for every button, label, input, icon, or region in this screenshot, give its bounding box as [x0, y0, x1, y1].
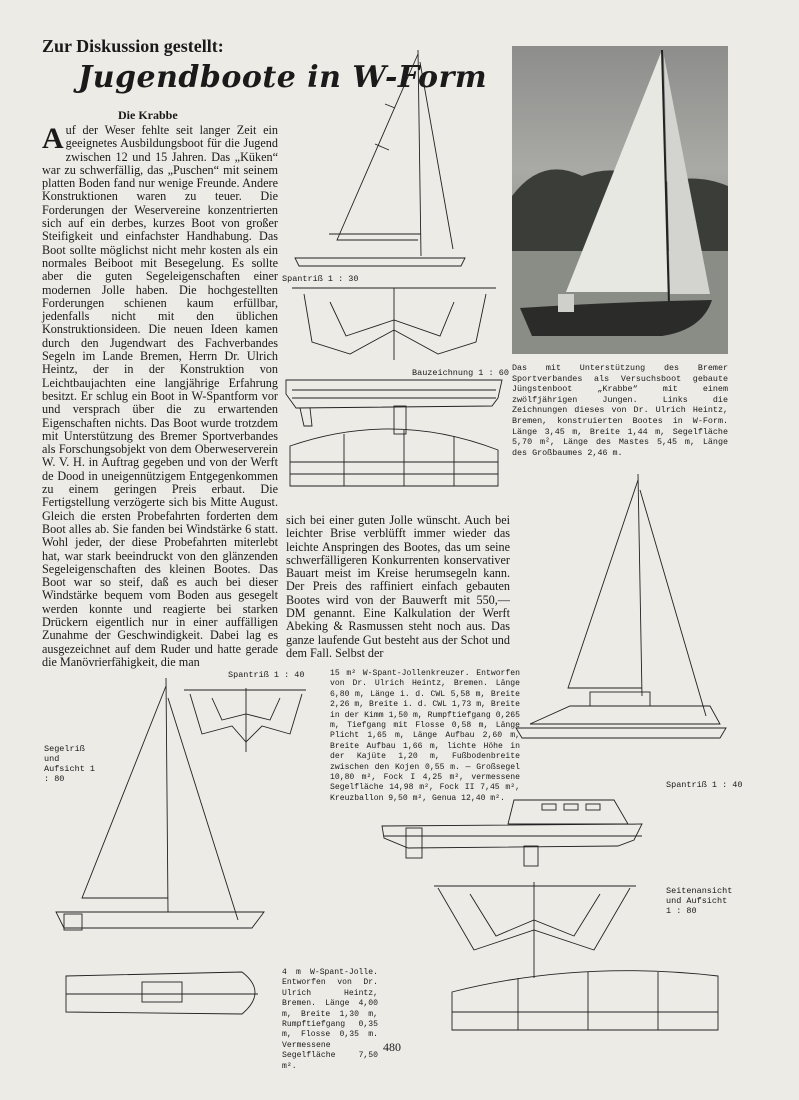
- kicker: Zur Diskussion gestellt:: [42, 36, 224, 56]
- sail-plan-drawing: [42, 676, 272, 946]
- hull-section-drawing: [290, 284, 500, 364]
- sail-plan-drawing: [510, 466, 740, 756]
- subhead: Die Krabbe: [118, 108, 178, 122]
- construction-drawing: [378, 778, 648, 866]
- plan-view-drawing: [448, 966, 728, 1036]
- jolle-caption: 4 m W-Spant-Jolle. Entworfen von Dr. Ulrich Heintz, Bremen. Länge 4,00 m, Breite 1,30 m, Rumpftiefgang 0,35 m, Flosse 0,35 m. Vermessene Segelfläche 7,50 m².: [282, 968, 378, 1071]
- drop-cap: A: [42, 122, 64, 155]
- article-text-1: uf der Weser fehlte seit langer Zeit ein geeignetes Ausbildungsboot für die Jugend zwischen 12 und 15 Jahren. Das „Küken“ war zu schwerfällig, das „Puschen“ mit seinem platten Boden fand nur wenige Freunde. Andere Konstruktionen waren zu teuer. Die Forderungen der Weservereine konzentrierten sich auf ein derbes, kurzes Boot von großer Steifigkeit und einfachster Handhabung. Das Boot sollte möglichst nicht mehr kosten als ein normales Beiboot mit Besegelung. Es sollte aber die guten Segeleigenschaften einer modernen Jolle haben. Die hochgestellten Forderungen schienen kaum erfüllbar, jedenfalls nicht mit den üblichen Konstruktionsideen. Die neuen Ideen kamen durch den Jugendwart des Fachverbandes Segeln im Lande Bremen, Herrn Dr. Ulrich Heintz, der in der Konstruktion von Leichtbaujachten eine langjährige Erfahrung besitzt. Er schlug ein Boot in W-Spantform vor und versprach über die zu erwartenden Eigenschaften nichts. Das Boot wurde trotzdem mit Unterstützung des Bremer Sportverbandes als Forschungsobjekt von dem Oberweserverein W. V. H. in Auftrag gegeben und von der Werft de Dood in uneigennützigem Entgegenkommen zu einem geringen Preis erbaut. Die Fertigstellung verzögerte sich bis Mitte August. Gleich die ersten Probefahrten forderten dem Boot alles ab. Sie fanden bei Windstärke 6 statt. Wohl jeder, der diese Probefahrten miterlebt hat, war stark beeindruckt von den glänzenden Segeleigenschaften des kleinen Bootes. Das Boot war so steif, daß es auch bei dieser Windstärke bequem vom Boden aus gesegelt werden konnte und reagierte bei starken Drückern eigentlich nur in einer auffälligen Zunahme der Geschwindigkeit. Dabei lag es ausgezeichnet auf dem Ruder und hatte gerade die Manövrierfähigkeit, die man: [42, 123, 278, 669]
- label-spantriss-30: Spantriß 1 : 30: [282, 274, 359, 284]
- headline: Jugendboote in W-Form: [78, 60, 488, 95]
- label-spantriss-40-left: Spantriß 1 : 40: [228, 670, 305, 680]
- label-spantriss-40-right: Spantriß 1 : 40: [666, 780, 743, 790]
- label-bauzeichnung-60: Bauzeichnung 1 : 60: [412, 368, 509, 378]
- plan-view-drawing: [284, 420, 506, 494]
- cruiser-caption: 15 m² W-Spant-Jollenkreuzer. Entworfen von Dr. Ulrich Heintz, Bremen. Länge 6,80 m, Länge i. d. CWL 5,58 m, Breite 2,26 m, Breite i. d. CWL 1,73 m, Breite in der Kimm 1,50 m, Rumpftiefgang 0,265 m, Tiefgang mit Flosse 0,58 m, Länge Plicht 1,65 m, Länge Aufbau 2,60 m, Breite Aufbau 1,66 m, lichte Höhe in der Kajüte 1,20 m, Fußbodenbreite zwischen den Kojen 0,55 m. — Großsegel 10,80 m², Fock I 4,25 m², vermessene Segelfläche 14,98 m², Fock II 7,45 m², Kreuzballon 9,50 m², Genua 12,40 m².: [330, 669, 520, 803]
- article-text-2: sich bei einer guten Jolle wünscht. Auch bei leichter Brise verblüfft immer wieder das leichte Anspringen des Bootes, das um seine schwerfälligeren Konkurrenten konservativer Bauart meist im Kreise herumsegeln kann. Der Preis des raffiniert einfach gebauten Bootes wird von der Bauwerft mit 550,— DM genannt. Eine Kalkulation der Werft Abeking & Rasmussen steht noch aus. Das ganze laufende Gut besteht aus der Schot und dem Fall. Selbst der: [286, 513, 510, 660]
- plan-view-drawing: [62, 966, 272, 1020]
- page-number: 480: [383, 1040, 401, 1054]
- photo-caption: Das mit Unterstützung des Bremer Sportverbandes als Versuchsboot gebaute Jüngstenboot „Krabbe“ mit einem zwölfjährigen Jungen. Links die Zeichnungen dieses von Dr. Ulrich Heintz, Bremen, konstruierten Bootes in W-Form. Länge 3,45 m, Breite 1,44 m, Segelfläche 5,70 m², Länge des Mastes 5,45 m, Länge des Großbaumes 2,46 m.: [512, 363, 728, 458]
- article-column-2: [286, 514, 510, 662]
- hull-section-drawing: [430, 880, 640, 980]
- label-seitenansicht-80: Seitenansicht und Aufsicht 1 : 80: [666, 886, 733, 916]
- article-column-1: [42, 122, 278, 669]
- label-segelriss-80: Segelriß und Aufsicht 1 : 80: [44, 744, 96, 784]
- sail-plan-drawing: [285, 44, 475, 274]
- sailboat-photo: [512, 46, 728, 354]
